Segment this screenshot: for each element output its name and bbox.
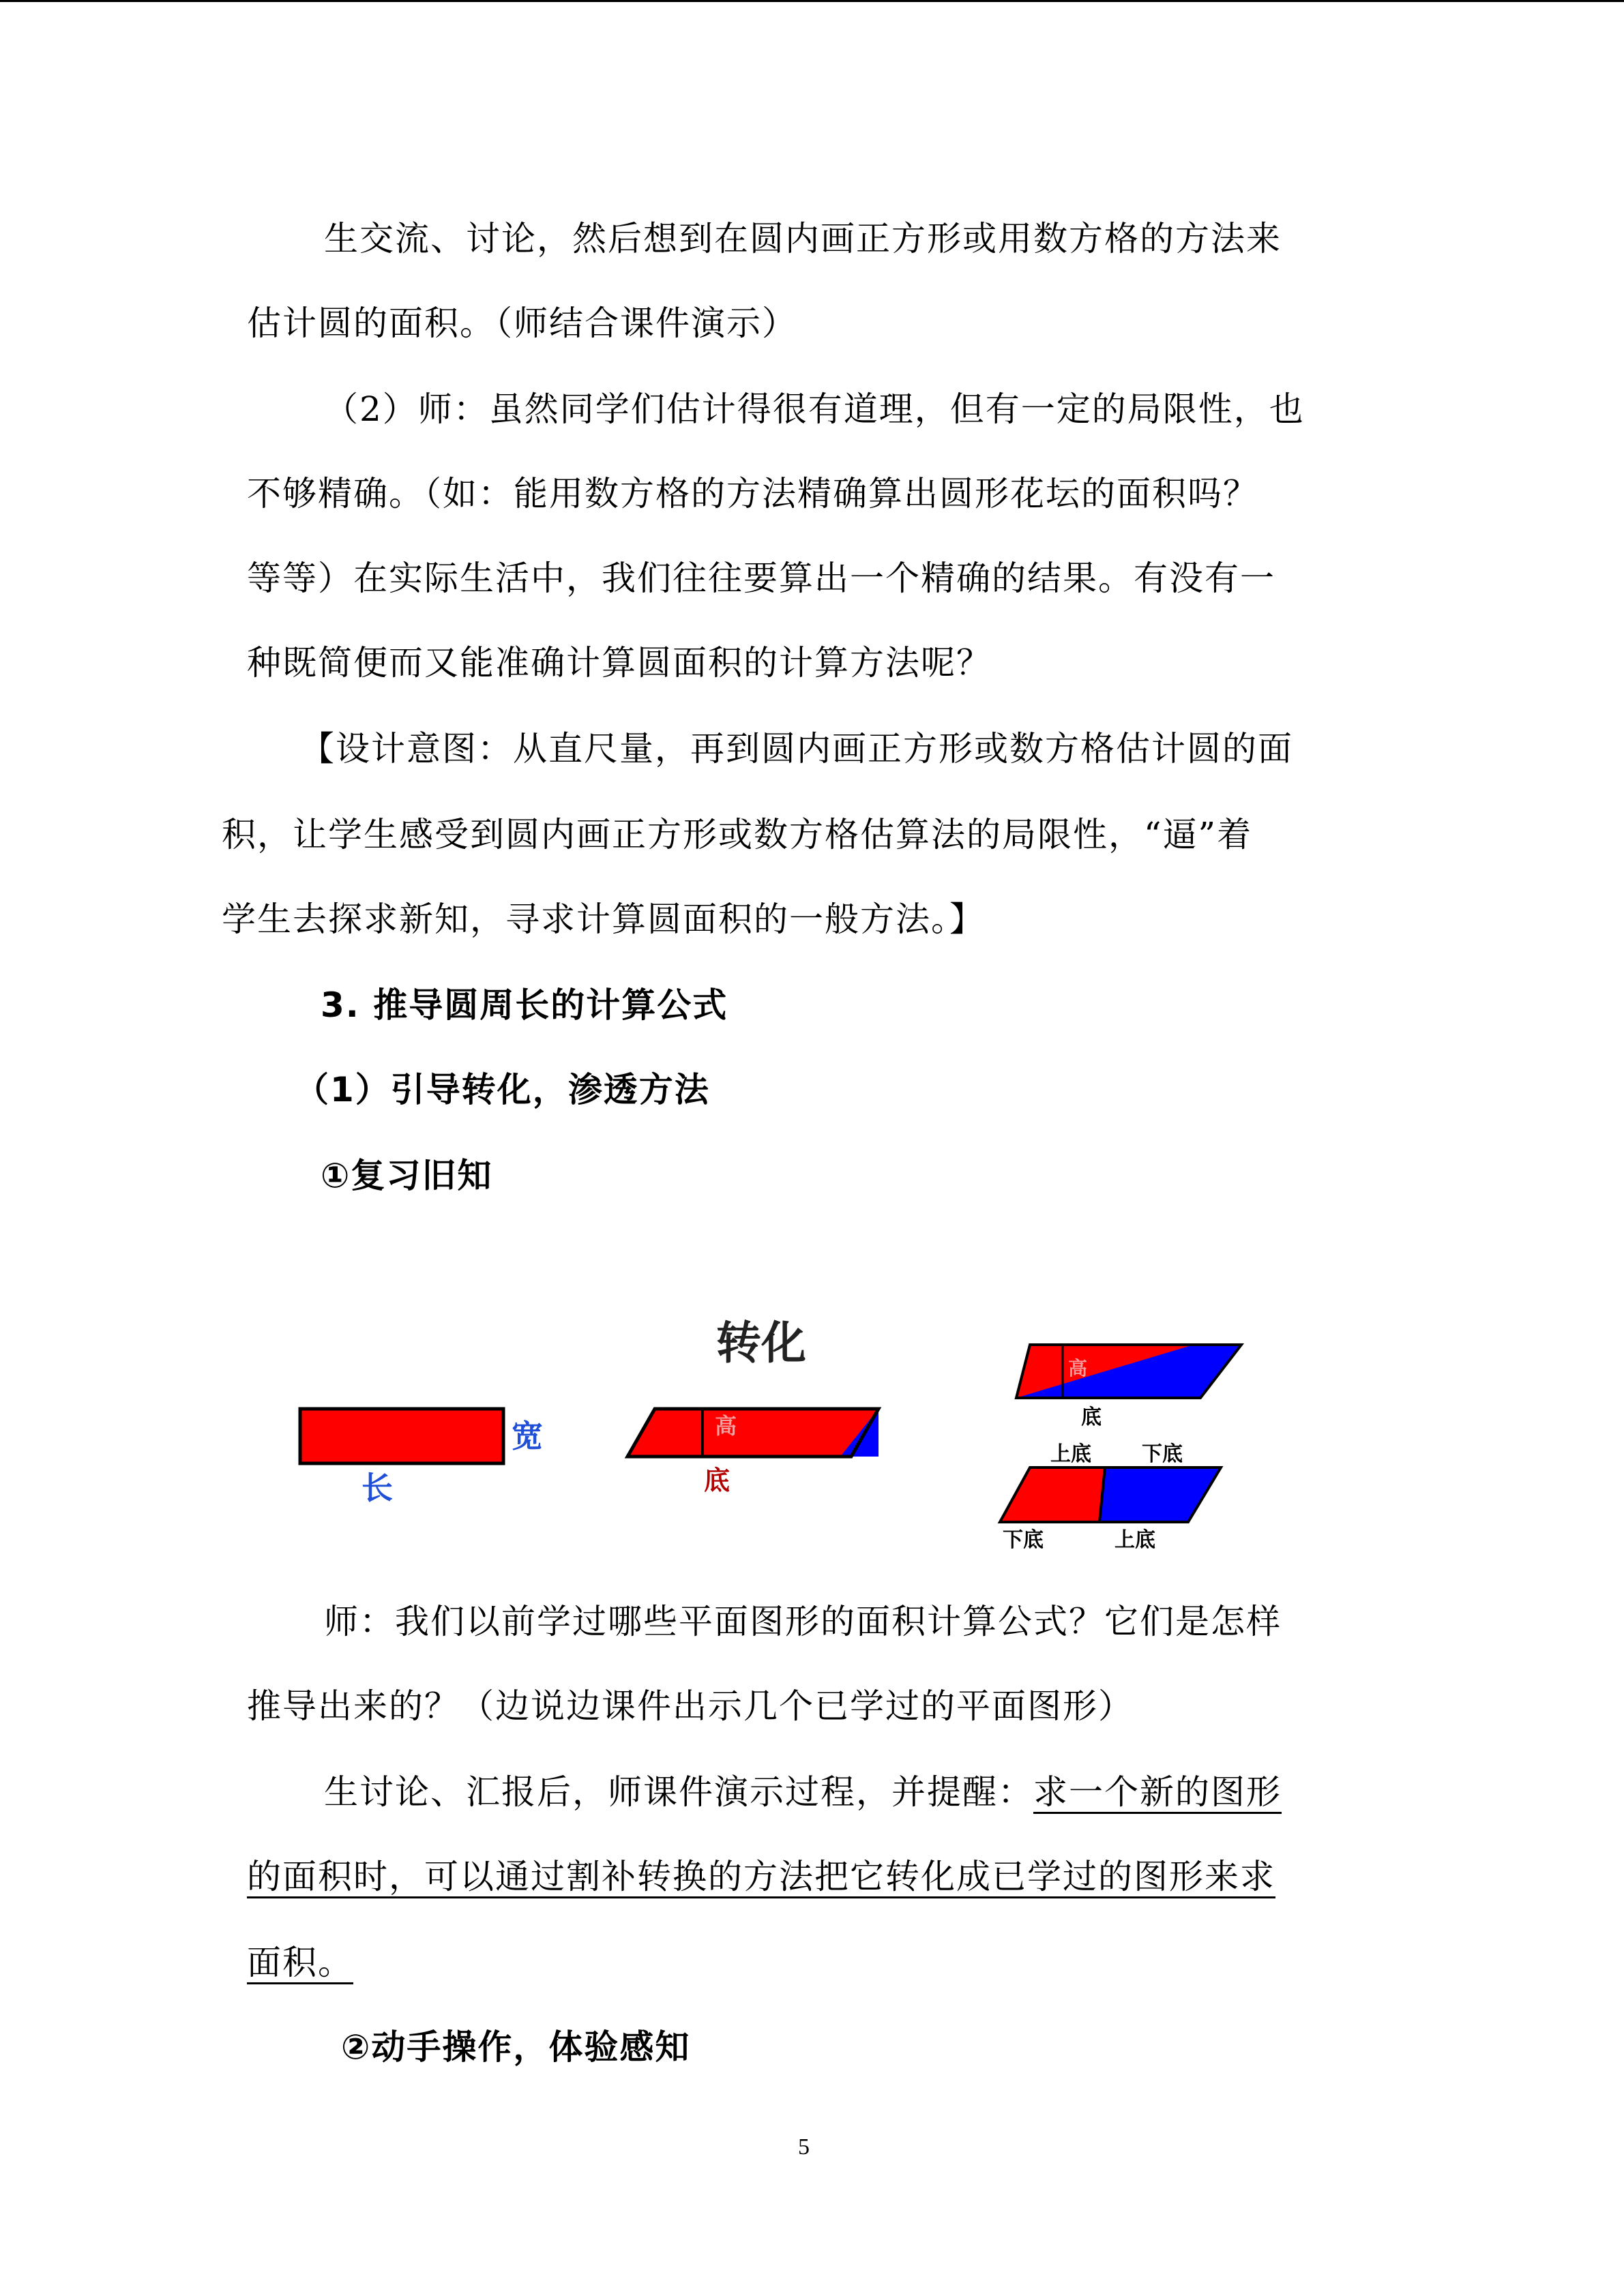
paragraph-line: [324, 1770, 1282, 1814]
design-intent-line: 学生去探求新知，寻求计算圆面积的一般方法。】: [222, 899, 985, 939]
paragraph-line: 师：我们以前学过哪些平面图形的面积计算公式？它们是怎样: [324, 1602, 1282, 1641]
rectangle-length-label: 长: [361, 1470, 393, 1506]
trapezoid-blue-piece: [1099, 1467, 1221, 1522]
trapezoid-top-label-1: 上底: [1050, 1442, 1091, 1466]
paragraph-line: （2）师：虽然同学们估计得很有道理，但有一定的局限性，也: [324, 389, 1305, 429]
subsection-heading: （1）引导转化，渗透方法: [295, 1070, 710, 1109]
section-heading: 3. 推导圆周长的计算公式: [321, 985, 728, 1025]
trapezoid-base-label: 底: [1081, 1405, 1102, 1429]
page-top-border: [0, 0, 1624, 2]
plain-text: 生讨论、汇报后，师课件演示过程，并提醒：: [324, 1772, 1033, 1812]
parallelogram-height-label: 高: [715, 1413, 737, 1439]
trapezoid-height-label: 高: [1068, 1357, 1088, 1380]
underlined-paragraph-line: 的面积时，可以通过割补转换的方法把它转化成已学过的图形来求: [247, 1857, 1275, 1896]
shape-diagram: [286, 1316, 1255, 1555]
trapezoid-top-label-2: 下底: [1142, 1442, 1183, 1466]
design-intent-line: 积，让学生感受到圆内画正方形或数方格估算法的局限性，“逼”着: [222, 815, 1253, 854]
trapezoid-bottom-label-1: 下底: [1003, 1528, 1044, 1552]
transformation-figure: [286, 1316, 1255, 1555]
parallelogram-body: [655, 1409, 879, 1457]
paragraph-line: 等等）在实际生活中，我们往往要算出一个精确的结果。有没有一: [247, 558, 1275, 598]
figure-title: 转化: [716, 1317, 806, 1369]
design-intent-line: 【设计意图：从直尺量，再到圆内画正方形或数方格估计圆的面: [300, 729, 1293, 769]
parallelogram-base-label: 底: [704, 1465, 730, 1495]
paragraph-line: 推导出来的？（边说边课件出示几个已学过的平面图形）: [247, 1686, 1134, 1726]
rectangle-shape: [300, 1409, 503, 1463]
paragraph-line: 生交流、讨论，然后想到在圆内画正方形或用数方格的方法来: [324, 219, 1282, 258]
underlined-paragraph-line: 面积。: [247, 1943, 353, 1982]
page-number: 5: [798, 2134, 810, 2160]
trapezoid-bottom-label-2: 上底: [1114, 1528, 1155, 1552]
step-heading: ①复习旧知: [321, 1156, 493, 1195]
paragraph-line: 种既简便而又能准确计算圆面积的计算方法呢？: [247, 643, 992, 683]
underlined-text: 求一个新的图形: [1033, 1772, 1282, 1812]
paragraph-line: 估计圆的面积。（师结合课件演示）: [247, 303, 797, 343]
rectangle-width-label: 宽: [512, 1418, 543, 1455]
paragraph-line: 不够精确。（如：能用数方格的方法精确算出圆形花坛的面积吗？: [247, 474, 1258, 513]
step-heading: ②动手操作，体验感知: [341, 2027, 691, 2067]
